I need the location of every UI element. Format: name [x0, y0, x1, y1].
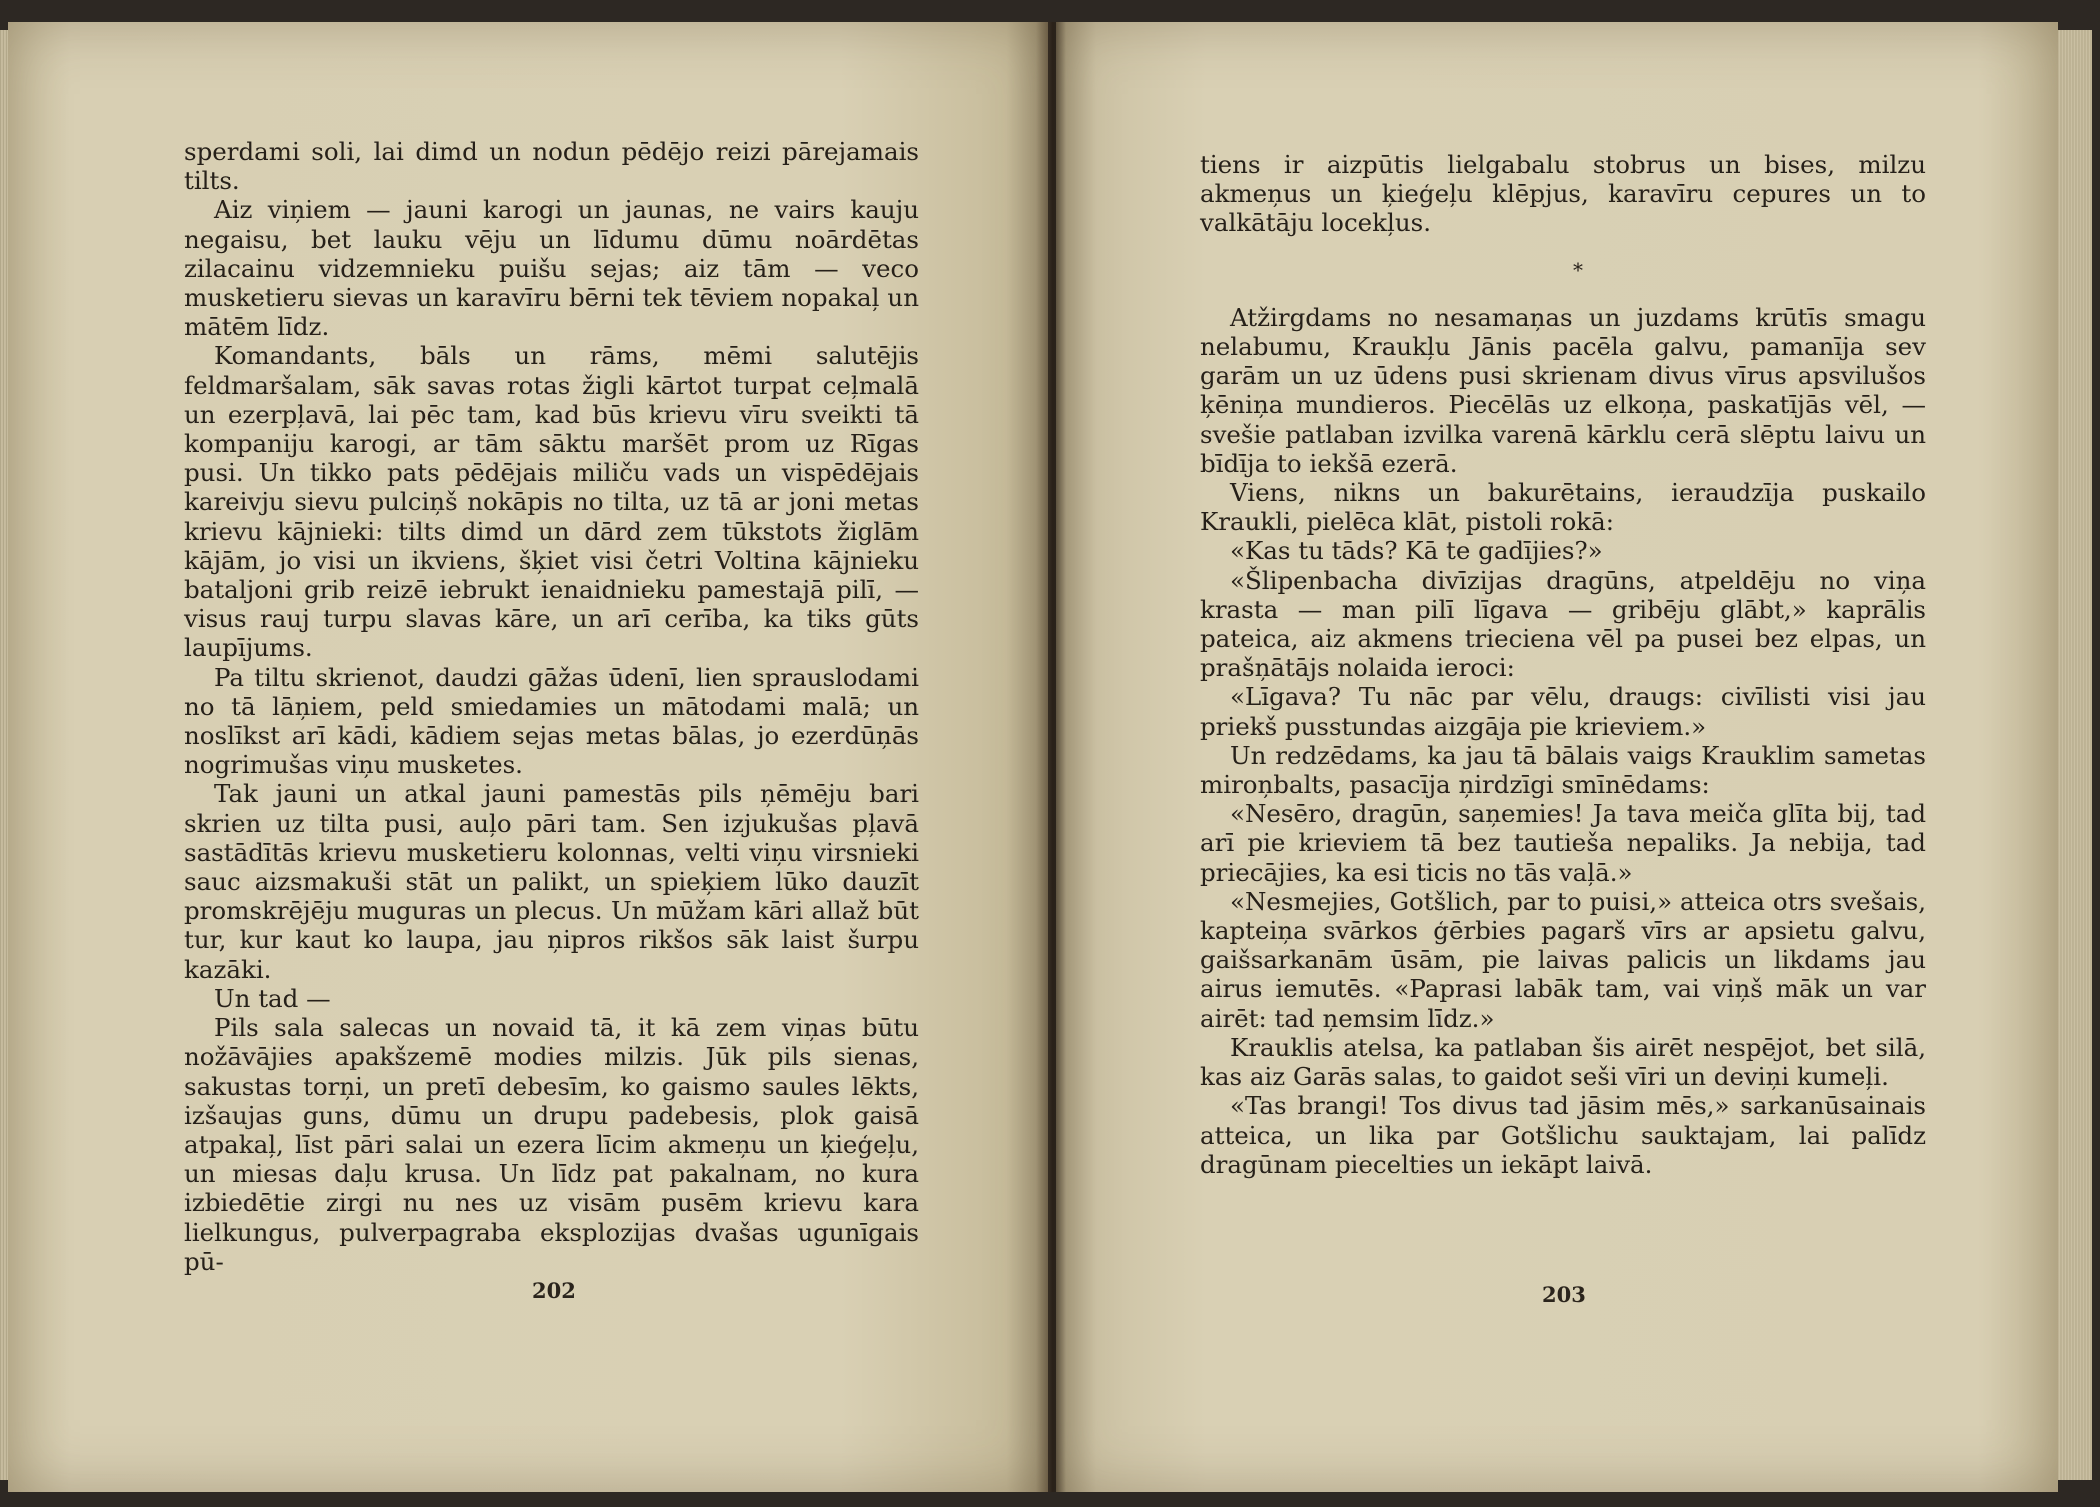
spacer [1200, 238, 1926, 256]
right-page-text [1200, 150, 1926, 1179]
left-page-text [184, 137, 919, 1276]
paragraph: «Kas tu tāds? Kā te gadījies?» [1230, 536, 1603, 566]
section-separator: * [1573, 257, 1583, 282]
paragraph: Atžirgdams no nesamaņas un juzdams krūtīs smagu nelabumu, Kraukļu Jānis pacēla galvu, pamanīja sev garām un uz ūdens pusi skrienam divus vīrus apsvilušos ķēniņa mundieros. Piecēlās uz elkoņa, paskatījās vēl, — svešie patlaban izvilka varenā kārklu cerā slēptu laivu un bīdīja to iekšā ezerā. [1200, 302, 1926, 478]
paragraph: Tak jauni un atkal jauni pamestās pils ņēmēju bari skrien uz tilta pusi, auļo pāri tam. Sen izjukušas pļavā sastādītās krievu musketieru kolonnas, velti viņu virsnieki sauc aizsmakuši stāt un palikt, un spieķiem lūko dauzīt promskrējēju muguras un plecus. Un mūžam kāri allaž būt tur, kur kaut ko laupa, jau ņipros rikšos sāk laist šurpu kazāki. [184, 779, 919, 984]
paragraph: «Līgava? Tu nāc par vēlu, draugs: civīlisti visi jau priekš pusstundas aizgāja pie krieviem.» [1200, 682, 1926, 741]
page-number-right: 203 [1542, 1282, 1586, 1307]
paragraph: «Nesēro, dragūn, saņemies! Ja tava meiča glīta bij, tad arī pie krieviem tā bez tautieša nepaliks. Ja nebija, tad priecājies, ka esi ticis no tās vaļā.» [1200, 799, 1926, 887]
spacer [1200, 285, 1926, 303]
right-page-edges [2058, 30, 2092, 1480]
paragraph: «Nesmejies, Gotšlich, par to puisi,» atteica otrs svešais, kapteiņa svārkos ģērbies pagarš vīrs ar apsietu galvu, gaišsarkanām ūsām, pie laivas palicis un likdams jau airus iemutēs. «Paprasi labāk tam, vai viņš māk un var airēt: tad ņemsim līdz.» [1200, 886, 1926, 1033]
paragraph: «Tas brangi! Tos divus tad jāsim mēs,» sarkanūsainais atteica, un lika par Gotšlichu sauktajam, lai palīdz dragūnam piecelties un iekāpt laivā. [1200, 1091, 1926, 1179]
paragraph: Komandants, bāls un rāms, mēmi salutējis feldmaršalam, sāk savas rotas žigli kārtot turpat ceļmalā un ezerpļavā, lai pēc tam, kad būs krievu vīru sveikti tā kompaniju karogi, ar tām sāktu maršēt prom uz Rīgas pusi. Un tikko pats pēdējais miliču vads un vispēdējais kareivju sievu pulciņš nokāpis no tilta, uz tā ar joni metas krievu kājnieki: tilts dimd un dārd zem tūkstots žiglām kājām, jo visi un ikviens, šķiet visi četri Voltina kājnieku bataljoni grib reizē iebrukt ienaidnieku pamestajā pilī, — visus rauj turpu slavas kāre, un arī cerība, ka tiks gūts laupījums. [184, 341, 919, 663]
paragraph: Viens, nikns un bakurētains, ieraudzīja puskailo Kraukli, pielēca klāt, pistoli rokā: [1200, 478, 1926, 537]
paragraph: Pils sala salecas un novaid tā, it kā zem viņas būtu nožāvājies apakšzemē modies milzis. Jūk pils sienas, sakustas torņi, un pretī debesīm, ko gaismo saules lēkts, izšaujas guns, dūmu un drupu padebesis, plok gaisā atpakaļ, līst pāri salai un ezera līcim akmeņu un ķieģeļu, un miesas daļu krusa. Un līdz pat pakalnam, no kura izbiedētie zirgi nu nes uz visām pusēm krievu kara lielkungus, pulverpagraba eksplozijas dvašas ugunīgais pū- [184, 1013, 919, 1276]
paragraph: Un tad — [214, 983, 331, 1013]
paragraph: sperdami soli, lai dimd un nodun pēdējo reizi pārejamais tilts. [184, 137, 919, 196]
paragraph: Aiz viņiem — jauni karogi un jaunas, ne vairs kauju negaisu, bet lauku vēju un līdumu dūmu noārdētas zilacainu vidzemnieku puišu sejas; aiz tām — veco musketieru sievas un karavīru bērni tek tēviem nopakaļ un mātēm līdz. [184, 195, 919, 342]
paragraph: Pa tiltu skrienot, daudzi gāžas ūdenī, lien sprauslodami no tā lāņiem, peld smiedamies un mātodami malā; un noslīkst arī kādi, kādiem sejas metas bālas, jo ezerdūņās nogrimušas viņu musketes. [184, 662, 919, 780]
book-gutter [1036, 22, 1066, 1492]
paragraph: «Šlipenbacha divīzijas dragūns, atpeldēju no viņa krasta — man pilī līgava — gribēju glābt,» kaprālis pateica, aiz akmens trieciena vēl pa pusei bez elpas, un prašņātājs nolaida ieroci: [1200, 565, 1926, 683]
paragraph: Un redzēdams, ka jau tā bālais vaigs Krauklim sametas miroņbalts, pasacīja ņirdzīgi smīnēdams: [1200, 740, 1926, 800]
paragraph: tiens ir aizpūtis lielgabalu stobrus un bises, milzu akmeņus un ķieģeļu klēpjus, karavīru cepures un to valkātāju locekļus. [1200, 150, 1926, 238]
paragraph: Krauklis atelsa, ka patlaban šis airēt nespējot, bet silā, kas aiz Garās salas, to gaidot seši vīri un deviņi kumeļi. [1200, 1032, 1926, 1092]
page-number-left: 202 [532, 1278, 576, 1303]
